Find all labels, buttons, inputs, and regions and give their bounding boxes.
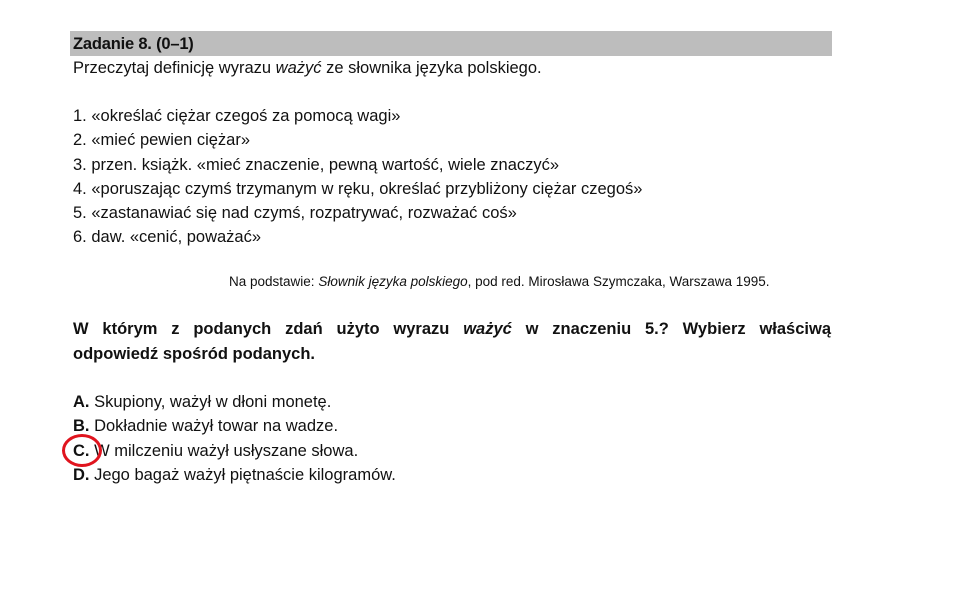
definition-item: 4. «poruszając czymś trzymanym w ręku, określać przybliżony ciężar czegoś»: [73, 179, 643, 198]
definition-item: 2. «mieć pewien ciężar»: [73, 131, 251, 150]
instruction-text-end: ze słownika języka polskiego.: [321, 59, 542, 77]
task-title: Zadanie 8. (0–1): [73, 35, 194, 53]
definition-item: 3. przen. książk. «mieć znaczenie, pewną wartość, wiele znaczyć»: [73, 155, 560, 174]
question-text: [73, 317, 831, 367]
answer-option-b[interactable]: [73, 414, 396, 438]
answer-letter: C.: [73, 441, 90, 460]
instruction-keyword: ważyć: [275, 59, 322, 77]
definition-list: [73, 104, 642, 250]
source-citation: [229, 273, 770, 291]
answer-text: Jego bagaż ważył piętnaście kilogramów.: [89, 465, 396, 484]
source-suffix: , pod red. Mirosława Szymczaka, Warszawa 1995.: [467, 274, 770, 289]
task-header-bar: [70, 31, 832, 56]
answer-letter: A.: [73, 393, 90, 411]
source-prefix: Na podstawie:: [229, 274, 319, 289]
answer-letter: B.: [73, 417, 90, 436]
instruction-text-start: Przeczytaj definicję wyrazu: [73, 59, 276, 77]
answer-option-c[interactable]: [73, 439, 396, 463]
question-line-1: [73, 317, 831, 342]
answer-option-d[interactable]: [73, 463, 396, 487]
definition-item: 6. daw. «cenić, poważać»: [73, 228, 262, 247]
question-line-2: odpowiedź spośród podanych.: [73, 345, 316, 363]
definition-item: 1. «określać ciężar czegoś za pomocą wagi»: [73, 107, 401, 125]
answer-options: [73, 390, 396, 487]
source-title: Słownik języka polskiego: [318, 274, 468, 289]
answer-letter: D.: [73, 465, 90, 484]
answer-text: Skupiony, ważył w dłoni monetę.: [89, 393, 332, 411]
definition-item: 5. «zastanawiać się nad czymś, rozpatrywać, rozważać coś»: [73, 204, 517, 223]
answer-text: W milczeniu ważył usłyszane słowa.: [89, 441, 359, 460]
question-part-2: w znaczeniu 5.? Wybierz właściwą: [511, 320, 831, 338]
task-instruction: [73, 57, 542, 79]
answer-option-a[interactable]: [73, 390, 396, 414]
question-keyword: ważyć: [463, 320, 512, 338]
answer-text: Dokładnie ważył towar na wadze.: [89, 417, 339, 436]
question-part-1: W którym z podanych zdań użyto wyrazu: [73, 320, 464, 338]
